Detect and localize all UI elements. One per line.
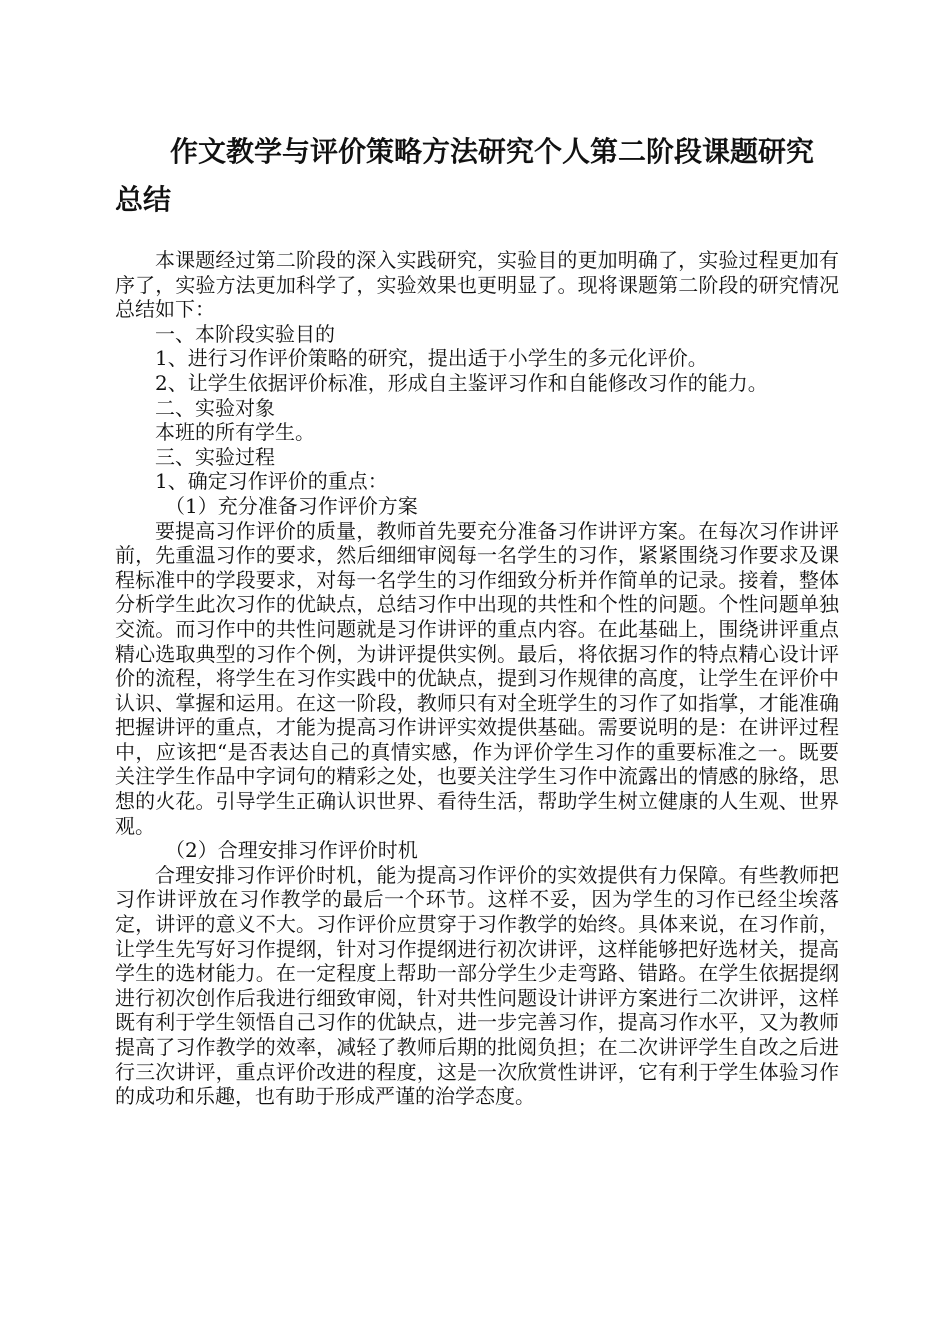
list-item: 2、让学生依据评价标准，形成自主鉴评习作和自能修改习作的能力。	[155, 370, 768, 395]
subsection-heading: （2）合理安排习作评价时机	[165, 838, 418, 863]
section-heading: 二、实验对象	[155, 395, 275, 420]
paragraph: 本班的所有学生。	[155, 420, 315, 445]
paragraph: 要提高习作评价的质量，教师首先要充分准备习作讲评方案。在每次习作讲评前，先重温习作的要求，然后细细审阅每一名学生的习作，紧紧围绕习作要求及课程标准中的学段要求，对每一名学生的习作细致分析并作简单的记录。接着，整体分析学生此次习作的优缺点，总结习作中出现的共性和个性的问题。个性问题单独交流。而习作中的共性问题就是习作讲评的重点内容。在此基础上，围绕讲评重点精心选取典型的习作个例，为讲评提供实例。最后，将依据习作的特点精心设计评价的流程，将学生在习作实践中的优缺点，提到习作规律的高度，让学生在评价中认识、掌握和运用。在这一阶段，教师只有对全班学生的习作了如指掌，才能准确把握讲评的重点，才能为提高习作讲评实效提供基础。需要说明的是：在讲评过程中，应该把“是否表达自己的真情实感，作为评价学生习作的重要标准之一。既要关注学生作品中字词句的精彩之处，也要关注学生习作中流露出的情感的脉络，思想的火花。引导学生正确认识世界、看待生活，帮助学生树立健康的人生观、世界观。	[115, 518, 839, 838]
list-item: 1、进行习作评价策略的研究，提出适于小学生的多元化评价。	[155, 346, 708, 371]
subsection-heading: 1、确定习作评价的重点：	[155, 469, 388, 494]
paragraph: 合理安排习作评价时机，能为提高习作评价的实效提供有力保障。有些教师把习作讲评放在习作教学的最后一个环节。这样不妥，因为学生的习作已经尘埃落定，讲评的意义不大。习作评价应贯穿于习作教学的始终。具体来说，在习作前，让学生先写好习作提纲，针对习作提纲进行初次讲评，这样能够把好选材关，提高学生的选材能力。在一定程度上帮助一部分学生少走弯路、错路。在学生依据提纲进行初次创作后我进行细致审阅，针对共性问题设计讲评方案进行二次讲评，这样既有利于学生领悟自己习作的优缺点，进一步完善习作，提高习作水平，又为教师提高了习作教学的效率，减轻了教师后期的批阅负担；在二次讲评学生自改之后进行三次讲评，重点评价改进的程度，这是一次欣赏性讲评，它有利于学生体验习作的成功和乐趣，也有助于形成严谨的治学态度。	[115, 862, 839, 1109]
section-heading: 三、实验过程	[155, 444, 275, 469]
subsection-heading: （1）充分准备习作评价方案	[165, 493, 418, 518]
intro-paragraph: 本课题经过第二阶段的深入实践研究，实验目的更加明确了，实验过程更加有序了，实验方法更加科学了，实验效果也更明显了。现将课题第二阶段的研究情况总结如下：	[115, 248, 839, 322]
document-body	[115, 248, 839, 1109]
section-heading: 一、本阶段实验目的	[155, 321, 335, 346]
document-title-continued: 总结	[115, 183, 172, 216]
document-title: 作文教学与评价策略方法研究个人第二阶段课题研究	[170, 135, 815, 168]
